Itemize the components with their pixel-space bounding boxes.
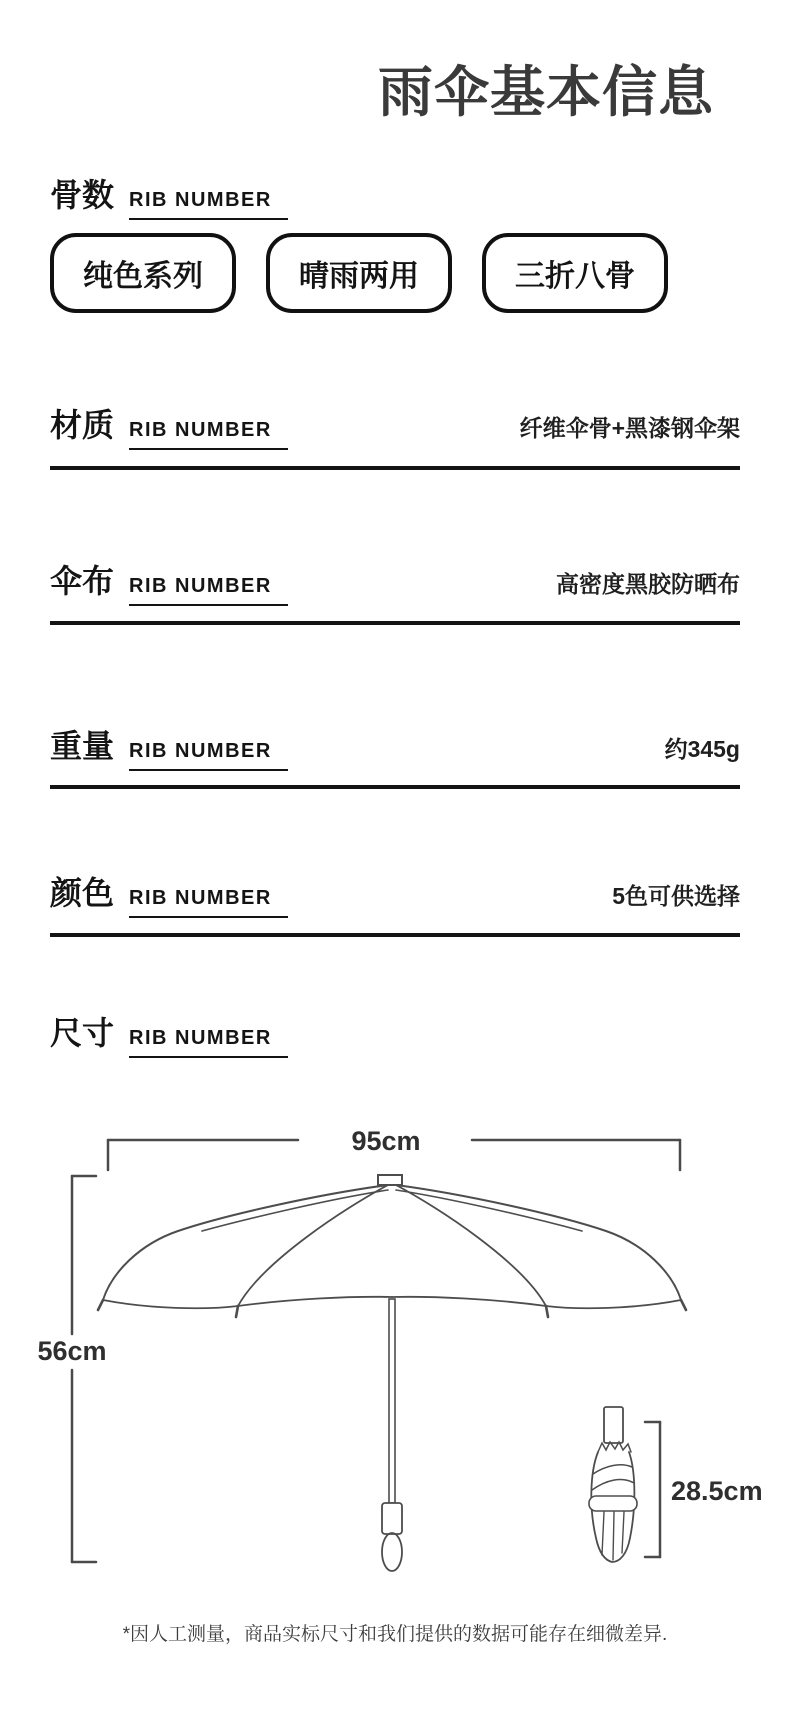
page-title: 雨伞基本信息 [377,61,714,123]
umbrella-handle-grip [382,1503,402,1534]
open-width-label: 95cm [351,1126,421,1156]
spec-row-color-head [50,868,288,918]
height-dimension-bracket [72,1176,96,1562]
umbrella-dimension-diagram [0,1060,790,1600]
umbrella-wrist-strap [382,1533,402,1571]
spec-row-material [50,400,740,450]
section-head-size [50,1008,288,1058]
measurement-disclaimer: *因人工测量，商品实标尺寸和我们提供的数据可能存在细微差异. [122,1624,668,1645]
badge-sun-rain-dual-use: 晴雨两用 [266,233,452,313]
section-sublabel-rib: RIB NUMBER [129,189,288,220]
spec-row-weight [50,721,740,771]
spec-value-material: 纤维伞骨+黑漆钢伞架 [519,415,740,441]
spec-sublabel-canopy-fabric: RIB NUMBER [129,575,288,606]
divider-after-color [50,933,740,937]
folded-dimension-bracket [645,1422,660,1557]
spec-value-weight: 约345g [664,736,740,762]
umbrella-top-cap [378,1175,402,1185]
divider-after-canopy-fabric [50,621,740,625]
badge-solid-color-series: 纯色系列 [50,233,236,313]
section-sublabel-size: RIB NUMBER [129,1027,288,1058]
spec-row-canopy-fabric [50,556,740,606]
folded-height-label: 28.5cm [671,1476,763,1506]
spec-label-weight: 重量 [50,728,115,764]
folded-handle [604,1407,623,1443]
badge-row [50,233,668,313]
divider-after-weight [50,785,740,789]
open-height-label: 56cm [37,1336,107,1366]
umbrella-diagram-svg [0,1060,790,1600]
spec-row-color [50,868,740,918]
spec-label-color: 颜色 [50,875,115,911]
spec-row-material-head [50,400,288,450]
section-head-rib-number [50,170,288,220]
spec-value-color: 5色可供选择 [612,883,740,909]
spec-row-canopy-fabric-head [50,556,288,606]
spec-sublabel-weight: RIB NUMBER [129,740,288,771]
spec-label-canopy-fabric: 伞布 [50,563,115,599]
folded-umbrella-drawing [589,1407,637,1562]
spec-sublabel-color: RIB NUMBER [129,887,288,918]
spec-sublabel-material: RIB NUMBER [129,419,288,450]
divider-after-material [50,466,740,470]
spec-label-material: 材质 [50,407,115,443]
spec-row-weight-head [50,721,288,771]
section-label-size: 尺寸 [50,1015,115,1051]
section-label-rib: 骨数 [50,177,115,213]
spec-value-canopy-fabric: 高密度黑胶防晒布 [556,571,740,597]
umbrella-shaft [389,1299,395,1503]
folded-strap-band [589,1496,637,1511]
badge-three-fold-eight-rib: 三折八骨 [482,233,668,313]
